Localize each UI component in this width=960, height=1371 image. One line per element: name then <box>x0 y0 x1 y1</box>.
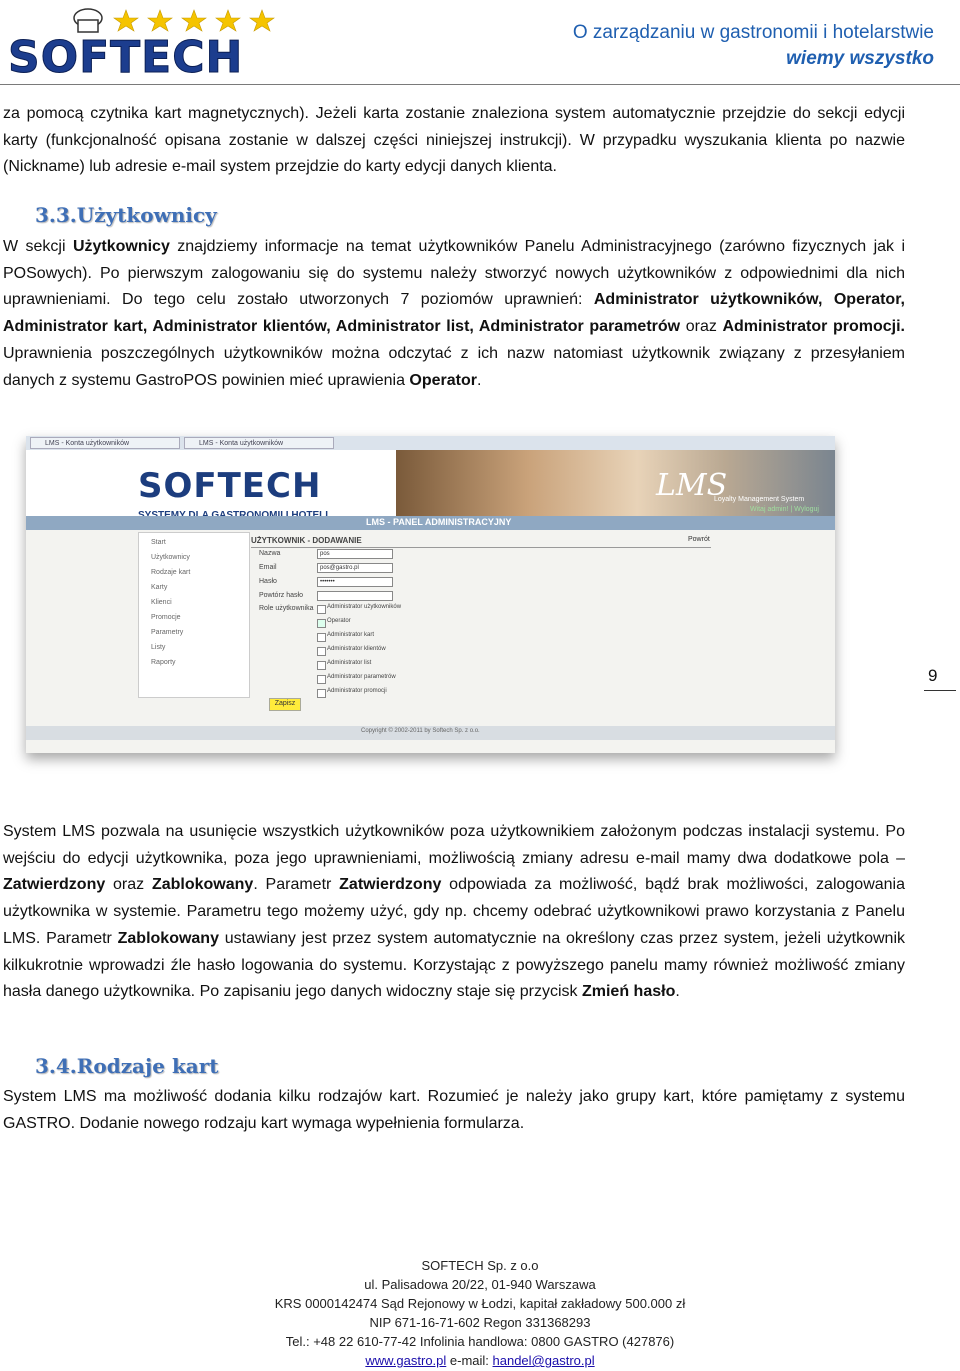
section-heading-users: 3.3.Użytkownicy <box>35 203 217 227</box>
form-label: Role użytkownika <box>259 605 314 612</box>
header-divider <box>0 84 960 85</box>
user-links: Witaj admin! | Wyloguj <box>749 506 819 513</box>
paragraph-users: W sekcji Użytkownicy znajdziemy informacje na temat użytkowników Panelu Administracyjnego (zarówno fizycznych jak i POSowych). Po pierwszym zalogowaniu się do systemu należy stworzyć nowych użytkowników z odpowiednimi dla nich uprawnieniami. Do tego celu zostało utworzonych 7 poziomów uprawnień: Administrator użytkowników, Operator, Administrator kart, Administrator klientów, Administrator list, Administrator parametrów oraz Administrator promocji. Uprawnienia poszczególnych użytkowników można odczytać z ich nazw natomiast użytkownik związany z przesyłaniem danych z systemu GastroPOS powinien mieć uprawienia Operator. <box>3 238 905 389</box>
role-label: Administrator list <box>327 660 372 666</box>
save-button: Zapisz <box>269 698 301 711</box>
form-field: ••••••• <box>317 577 393 587</box>
form-title: UŻYTKOWNIK - DODAWANIE <box>251 536 711 548</box>
browser-tab: LMS - Konta użytkowników <box>184 437 334 449</box>
lms-footer <box>26 726 835 740</box>
footer-krs: KRS 0000142474 Sąd Rejonowy w Łodzi, kapitał zakładowy 500.000 zł <box>274 1296 686 1311</box>
role-label: Administrator klientów <box>327 646 386 652</box>
role-label: Administrator parametrów <box>327 674 396 680</box>
role-checkbox <box>317 605 326 614</box>
lms-logo: SOFTECH <box>138 466 322 506</box>
email-link[interactable]: handel@gastro.pl <box>492 1353 595 1368</box>
user-add-form <box>251 532 731 732</box>
lms-screenshot <box>26 436 835 753</box>
section-heading-card-types: 3.4.Rodzaje kart <box>35 1054 219 1078</box>
role-checkbox <box>317 689 326 698</box>
role-label: Administrator promocji <box>327 688 387 694</box>
lms-copyright: Copyright © 2002-2011 by Softech Sp. z o.o. <box>361 728 480 734</box>
role-label: Administrator użytkowników <box>327 604 402 610</box>
sidebar-item: Raporty <box>151 659 176 666</box>
nav-title: LMS - PANEL ADMINISTRACYJNY <box>366 517 512 527</box>
website-link[interactable]: www.gastro.pl <box>365 1353 447 1368</box>
role-label: Operator <box>327 618 351 624</box>
footer-address: ul. Palisadowa 20/22, 01-940 Warszawa <box>364 1277 596 1292</box>
sidebar-item: Listy <box>151 644 166 651</box>
sidebar-item: Karty <box>151 584 168 591</box>
form-label: Email <box>259 564 277 571</box>
footer-nip: NIP 671-16-71-602 Regon 331368293 <box>369 1315 591 1330</box>
sidebar-item: Promocje <box>151 614 181 621</box>
footer-company: SOFTECH Sp. z o.o <box>421 1258 539 1273</box>
paragraph-card-types: System LMS ma możliwość dodania kilku rodzajów kart. Rozumieć je należy jako grupy kart, które pamiętamy z systemu GASTRO. Dodanie nowego rodzaju kart wymaga wypełnienia formularza. <box>3 1088 905 1132</box>
sidebar-item: Rodzaje kart <box>151 569 191 576</box>
paragraph-intro: za pomocą czytnika kart magnetycznych). Jeżeli karta zostanie znaleziona system automatycznie przejdzie do sekcji edycji karty (funkcjonalność opisana zostanie w dalszej części niniejszej instrukcji). W przypadku wyszukania klienta po nazwie (Nickname) lub adresie e-mail system przejdzie do karty edycji danych klienta. <box>3 105 905 176</box>
header-tagline: O zarządzaniu w gastronomii i hotelarstwie <box>572 22 934 43</box>
lms-sidebar <box>138 532 250 698</box>
page-number: 9 <box>928 666 938 685</box>
role-checkbox-checked <box>317 619 326 628</box>
form-field: pos <box>317 549 393 559</box>
sidebar-item: Start <box>151 539 166 546</box>
browser-tab: LMS - Konta użytkowników <box>30 437 180 449</box>
back-link: Powrót <box>688 536 710 543</box>
form-field: pos@gastro.pl <box>317 563 393 573</box>
role-label: Administrator kart <box>327 632 375 638</box>
footer-contact <box>0 1353 960 1368</box>
role-checkbox <box>317 633 326 642</box>
role-checkbox <box>317 675 326 684</box>
softech-logo <box>8 4 298 83</box>
paragraph-lms-users: System LMS pozwala na usunięcie wszystkich użytkowników poza użytkownikiem założonym podczas instalacji systemu. Po wejściu do edycji użytkownika, poza jego uprawnieniami, możliwością zmiany adresu e-mail mamy dwa dodatkowe pola – Zatwierdzony oraz Zablokowany. Parametr Zatwierdzony odpowiada za możliwość, bądź brak możliwości, zalogowania użytkownika w systemie. Parametru tego możemy użyć, gdy np. chcemy odebrać użytkownikowi prawo korzystania z Panelu LMS. Parametr Zablokowany ustawiany jest przez system automatycznie na określony czas przez system, jeżeli użytkownik kilkukrotnie wprowadzi źle hasło logowania do systemu. Korzystając z powyższego panelu mamy również możliwość zmiany hasła danego użytkownika. Po zapisaniu jego danych widoczny staje się przycisk Zmień hasło. <box>3 823 906 1001</box>
browser-tabs <box>26 436 835 450</box>
role-checkbox <box>317 647 326 656</box>
form-label: Powtórz hasło <box>259 592 303 599</box>
sidebar-item: Parametry <box>151 629 184 636</box>
lms-brand-sub: Loyalty Management System <box>714 496 805 503</box>
email-label: e-mail: <box>446 1353 493 1368</box>
footer-phone: Tel.: +48 22 610-77-42 Infolinia handlowa: 0800 GASTRO (427876) <box>285 1334 675 1349</box>
lms-nav-bar <box>26 516 835 530</box>
lms-brand: LMS <box>656 468 728 503</box>
sidebar-item: Użytkownicy <box>151 554 190 561</box>
form-field <box>317 591 393 601</box>
sidebar-item: Klienci <box>151 599 172 606</box>
lms-banner <box>26 450 835 516</box>
page-number-rule <box>924 690 956 691</box>
header-slogan: wiemy wszystko <box>786 48 934 69</box>
role-checkbox <box>317 661 326 670</box>
form-label: Hasło <box>259 578 277 585</box>
logo-wordmark: SOFTECH <box>8 32 244 83</box>
form-label: Nazwa <box>259 550 281 557</box>
